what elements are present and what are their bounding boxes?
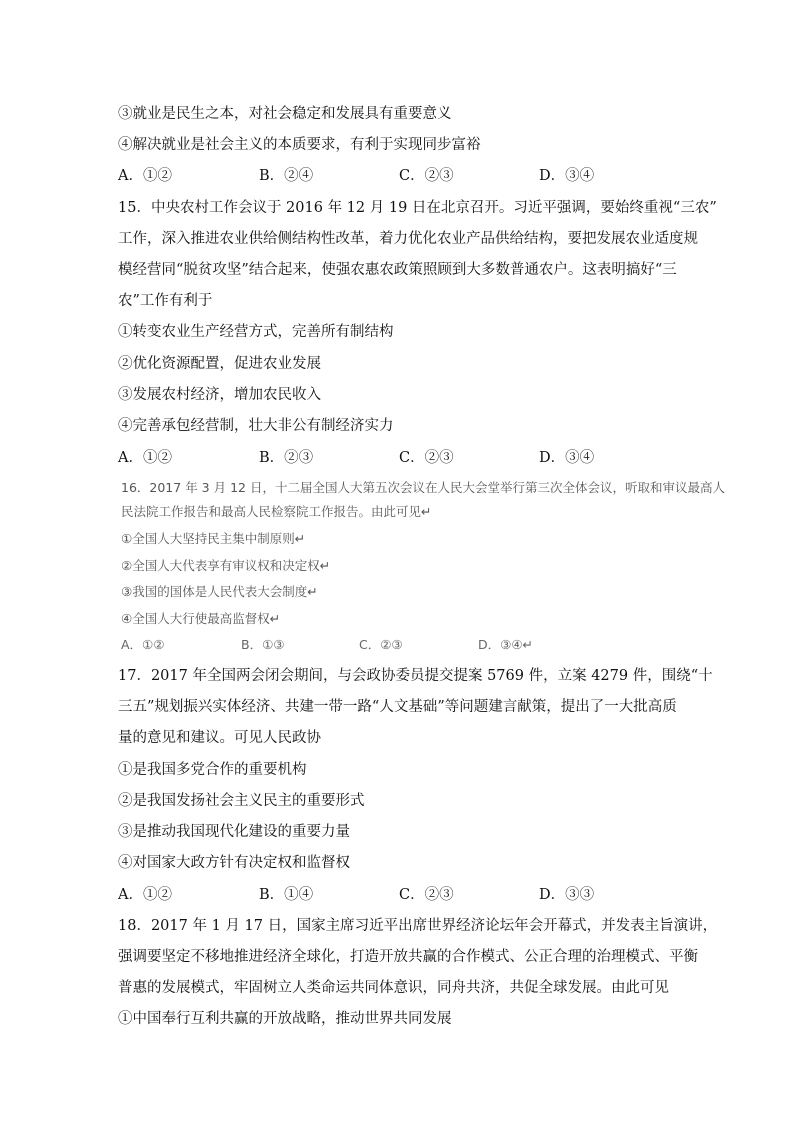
q18-stem-line-2: 强调要坚定不移地推进经济全球化，打造开放共赢的合作模式、公正合理的治理模式、平衡: [118, 949, 698, 965]
q17-stem-line-1: 17．2017 年全国两会闭会期间，与会政协委员提交提案 5769 件，立案 4279 件，围绕“十: [118, 668, 713, 684]
q15-options: [118, 446, 678, 466]
q15-option-a: A．①②: [118, 450, 172, 466]
q18-item-1: ①中国奉行互利共赢的开放战略，推动世界共同发展: [118, 1011, 452, 1027]
q15-option-b: B．②③: [259, 450, 314, 466]
q15-item-2: ②优化资源配置，促进农业发展: [118, 356, 321, 372]
q17-option-d: D．③③: [539, 887, 595, 903]
q17-item-3: ③是推动我国现代化建设的重要力量: [118, 824, 350, 840]
q14-item-4: ④解决就业是社会主义的本质要求，有利于实现同步富裕: [118, 137, 481, 153]
q17-option-c: C．②③: [399, 887, 454, 903]
q17-stem-line-3: 量的意见和建议。可见人民政协: [118, 730, 321, 746]
q16-item-1: ①全国人大坚持民主集中制原则↵: [121, 531, 306, 546]
q15-stem-line-2: 工作，深入推进农业供给侧结构性改革，着力优化农业产品供给结构，要把发展农业适度规: [118, 231, 698, 247]
q17-item-2: ②是我国发扬社会主义民主的重要形式: [118, 793, 365, 809]
q18-stem-line-1: 18．2017 年 1 月 17 日，国家主席习近平出席世界经济论坛年会开幕式，并发表主旨演讲，: [118, 918, 718, 934]
q16-option-c: C．②③: [359, 637, 403, 652]
q17-options: [118, 883, 678, 903]
q18-stem-line-3: 普惠的发展模式，牢固树立人类命运共同体意识，同舟共济，共促全球发展。由此可见: [118, 980, 669, 996]
q16-option-a: A．①②: [121, 637, 165, 652]
q16-option-d: D．③④↵: [478, 637, 534, 652]
q17-stem-line-2: 三五”规划振兴实体经济、共建一带一路“人文基础”等问题建言献策，提出了一大批高质: [118, 699, 677, 715]
q17-item-1: ①是我国多党合作的重要机构: [118, 762, 307, 778]
q16-item-3: ③我国的国体是人民代表大会制度↵: [121, 584, 318, 599]
q14-option-d: D．③④: [539, 168, 595, 184]
q16-item-4: ④全国人大行使最高监督权↵: [121, 611, 281, 626]
q15-stem-line-4: 农”工作有利于: [118, 293, 213, 309]
q15-item-3: ③发展农村经济，增加农民收入: [118, 387, 321, 403]
q17-item-4: ④对国家大政方针有决定权和监督权: [118, 855, 350, 871]
q16-stem-line-2: 民法院工作报告和最高人民检察院工作报告。由此可见↵: [121, 504, 432, 519]
q16-stem-line-1: 16．2017 年 3 月 12 日，十二届全国人大第五次会议在人民大会堂举行第三次全体会议，听取和审议最高人: [121, 480, 725, 495]
q14-item-3: ③就业是民生之本，对社会稳定和发展具有重要意义: [118, 106, 452, 122]
q16-item-2: ②全国人大代表享有审议权和决定权↵: [121, 558, 331, 573]
q15-option-d: D．③④: [539, 450, 595, 466]
q15-stem-line-3: 模经营同“脱贫攻坚”结合起来，使强农惠农政策照顾到大多数普通农户。这表明搞好“三: [118, 262, 677, 278]
q15-item-1: ①转变农业生产经营方式，完善所有制结构: [118, 324, 394, 340]
q15-item-4: ④完善承包经营制，壮大非公有制经济实力: [118, 418, 394, 434]
q16-options: [121, 635, 681, 655]
q15-stem-line-1: 15．中央农村工作会议于 2016 年 12 月 19 日在北京召开。习近平强调，要始终重视“三农”: [118, 200, 717, 216]
q17-option-b: B．①④: [259, 887, 314, 903]
q15-option-c: C．②③: [399, 450, 454, 466]
q14-options: [118, 164, 678, 184]
q17-option-a: A．①②: [118, 887, 172, 903]
q14-option-c: C．②③: [399, 168, 454, 184]
q14-option-b: B．②④: [259, 168, 314, 184]
q14-option-a: A．①②: [118, 168, 172, 184]
q16-option-b: B．①③: [241, 637, 285, 652]
